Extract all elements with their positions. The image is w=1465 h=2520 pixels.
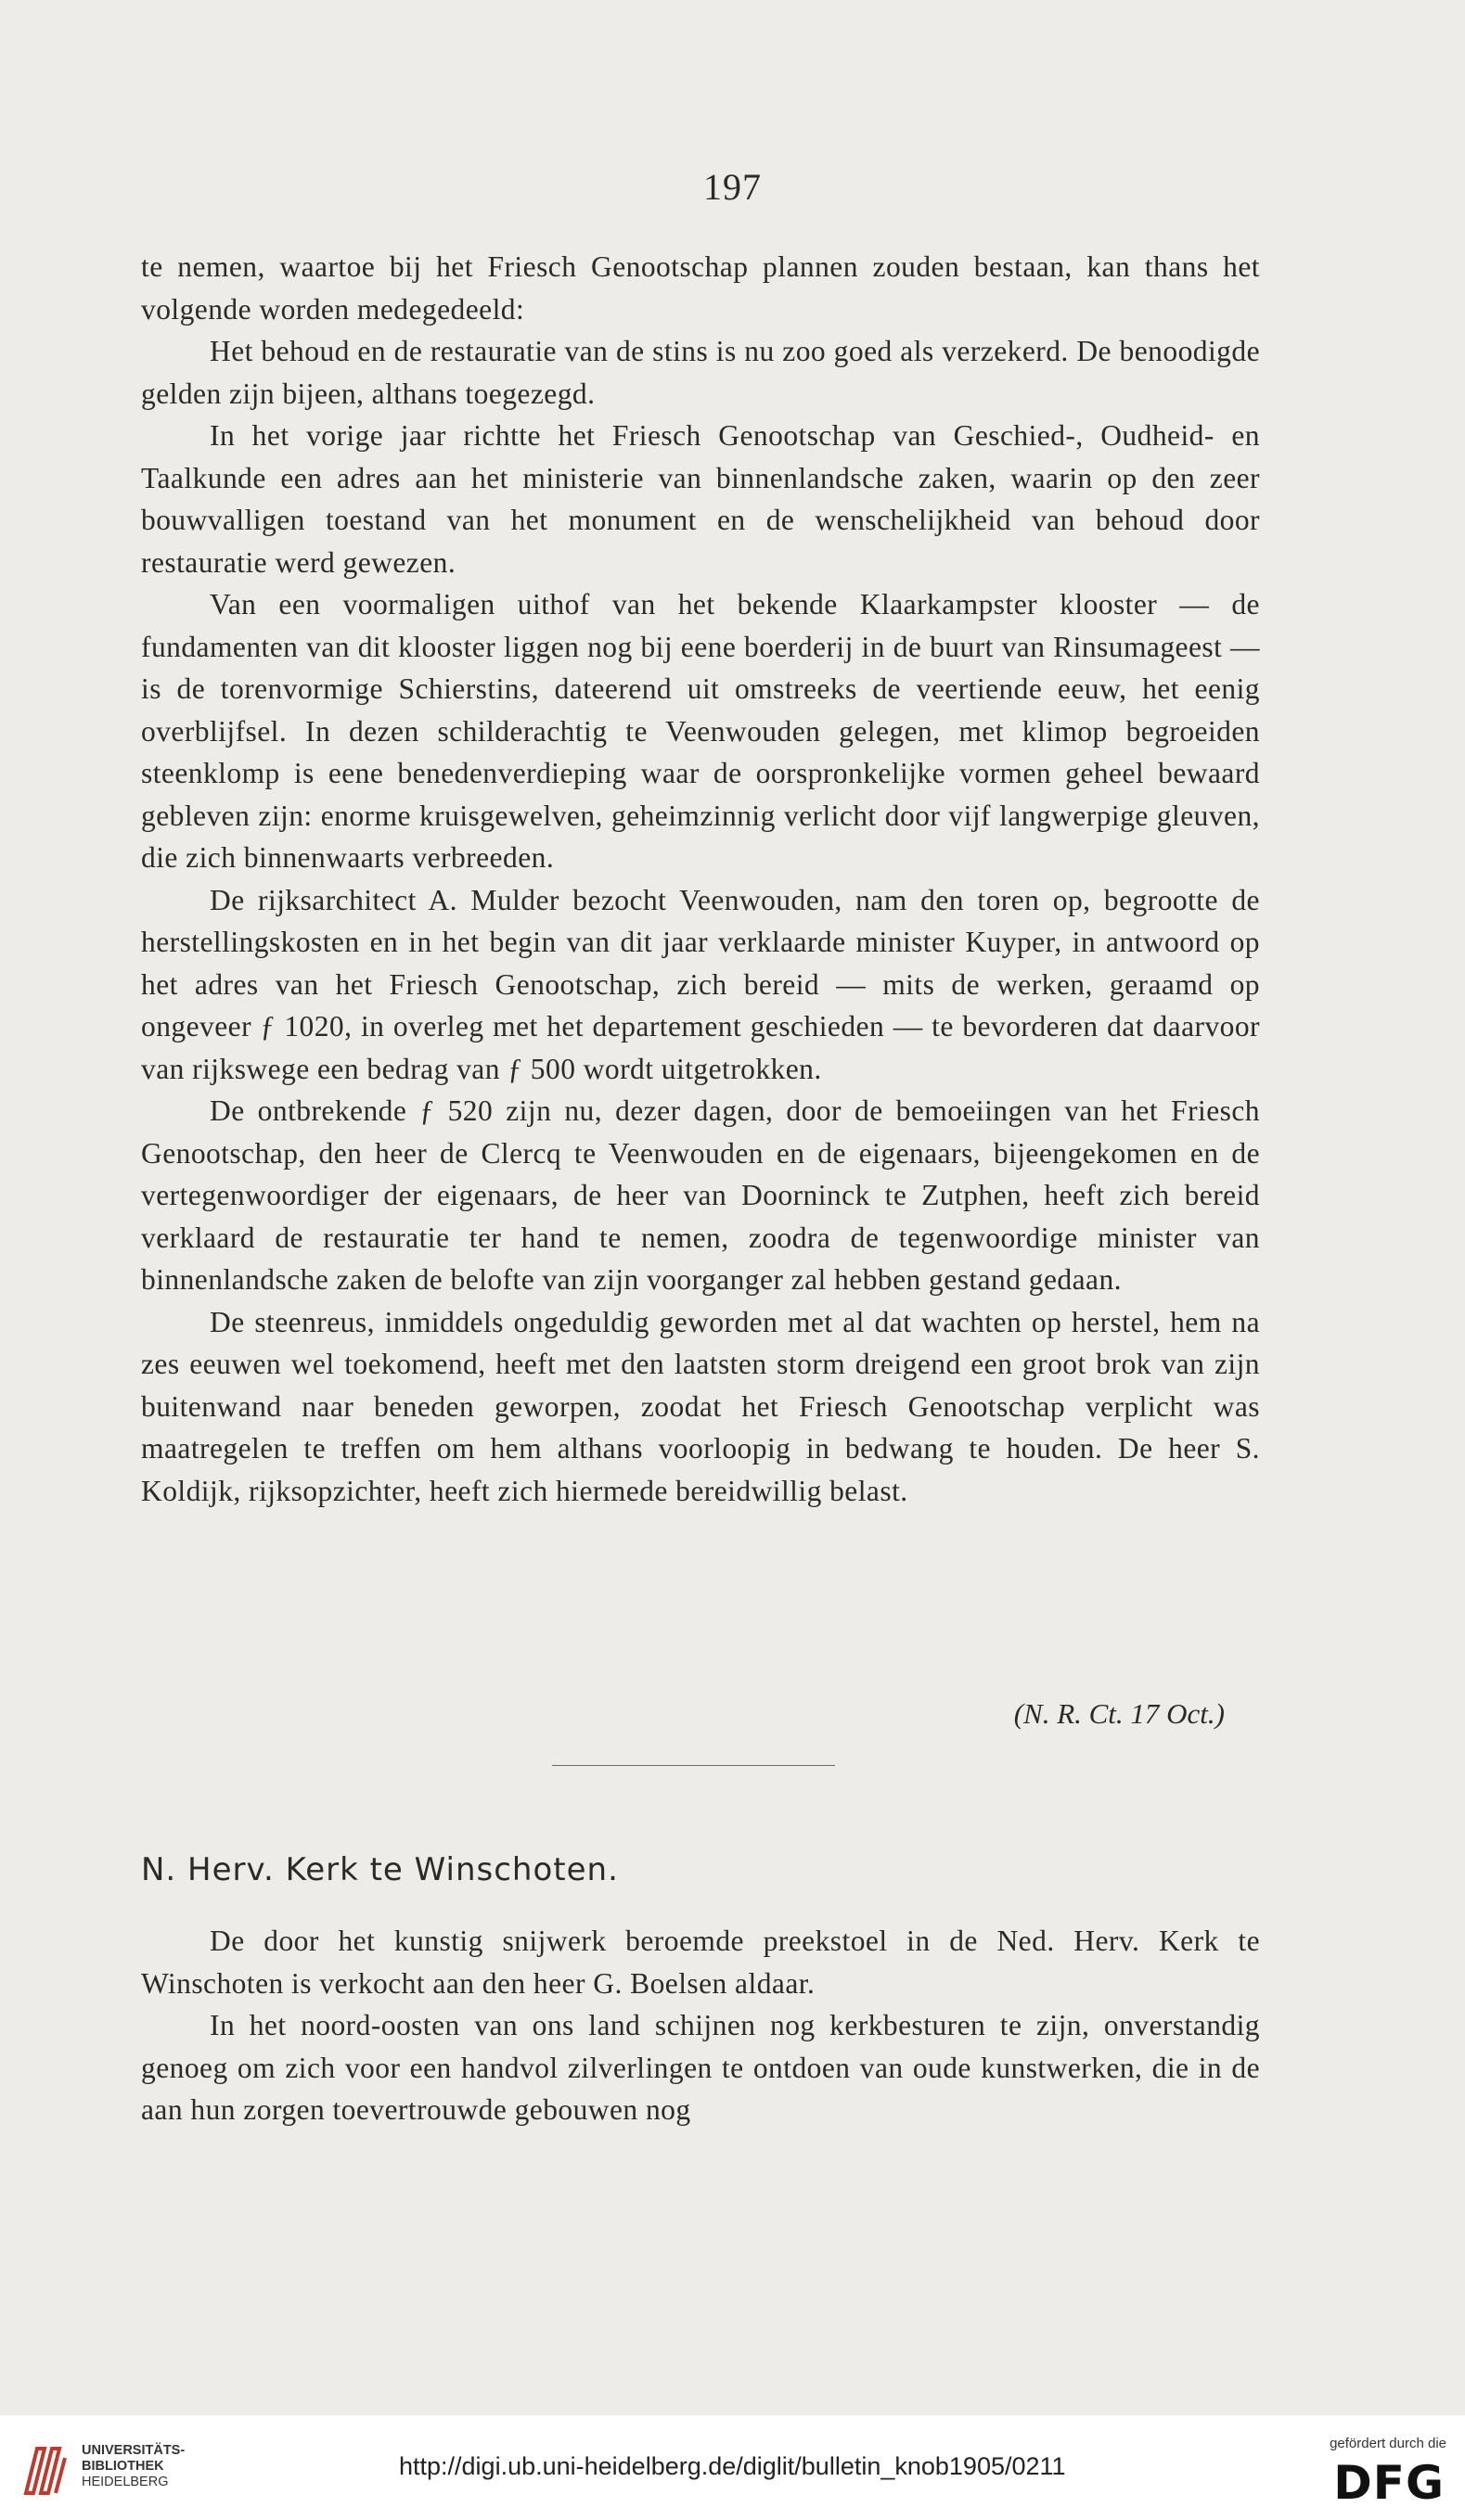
library-name-line: UNIVERSITÄTS-	[82, 2443, 186, 2458]
footer-bar	[0, 2415, 1465, 2520]
library-logo-icon	[19, 2441, 72, 2499]
sponsor-label: gefördert durch die	[1330, 2436, 1446, 2451]
paragraph: De rijksarchitect A. Mulder bezocht Veenwouden, nam den toren op, begrootte de herstellingskosten en in het begin van dit jaar verklaarde minister Kuyper, in antwoord op het adres van het Friesch Genootschap, zich bereid — mits de werken, geraamd op ongeveer ƒ 1020, in overleg met het departement geschieden — te bevorderen dat daarvoor van rijkswege een bedrag van ƒ 500 wordt uitgetrokken.	[141, 883, 1260, 1085]
paragraph: In het noord-oosten van ons land schijnen nog kerkbesturen te zijn, onverstandig genoeg om zich voor een handvol zilverlingen te ontdoen van oude kunstwerken, die in de aan hun zorgen toevertrouwde gebouwen nog	[141, 2009, 1260, 2126]
library-name	[82, 2443, 185, 2490]
section-divider	[552, 1765, 835, 1766]
dfg-logo: DFG	[1333, 2456, 1445, 2510]
paragraph: De door het kunstig snijwerk beroemde preekstoel in de Ned. Herv. Kerk te Winschoten is verkocht aan den heer G. Boelsen aldaar.	[141, 1925, 1260, 2000]
paragraph: Van een voormaligen uithof van het bekende Klaarkampster klooster — de fundamenten van dit klooster liggen nog bij eene boerderij in de buurt van Rinsumageest — is de torenvormige Schierstins, dateerend uit omstreeks de veertiende eeuw, het eenig overblijfsel. In dezen schilderachtig te Veenwouden gelegen, met klimop begroeiden steenklomp is eene benedenverdieping waar de oorspronkelijke vormen geheel bewaard gebleven zijn: enorme kruisgewelven, geheimzinnig verlicht door vijf langwerpige gleuven, die zich binnenwaarts verbreeden.	[141, 588, 1260, 874]
library-name-line: HEIDELBERG	[82, 2475, 169, 2489]
article-body-bottom	[141, 1920, 1260, 2131]
article-body-top	[141, 246, 1260, 1512]
section-heading: N. Herv. Kerk te Winschoten.	[141, 1851, 619, 1888]
paragraph: De steenreus, inmiddels ongeduldig geworden met al dat wachten op herstel, hem na zes eeuwen wel toekomend, heeft met den laatsten storm dreigend een groot brok van zijn buitenwand naar beneden geworpen, zoodat het Friesch Genootschap verplicht was maatregelen te treffen om hem althans voorloopig in bedwang te houden. De heer S. Koldijk, rijksopzichter, heeft zich hiermede bereidwillig belast.	[141, 1305, 1260, 1507]
library-name-line: BIBLIOTHEK	[82, 2459, 164, 2474]
citation: (N. R. Ct. 17 Oct.)	[1013, 1697, 1225, 1730]
paragraph: In het vorige jaar richtte het Friesch Genootschap van Geschied-, Oudheid- en Taalkunde een adres aan het ministerie van binnenlandsche zaken, waarin op den zeer bouwvalligen toestand van het monument en de wenschelijkheid van behoud door restauratie werd gewezen.	[141, 419, 1260, 579]
page-number: 197	[703, 166, 762, 208]
paragraph: Het behoud en de restauratie van de stins is nu zoo goed als verzekerd. De benoodigde gelden zijn bijeen, althans toegezegd.	[141, 335, 1260, 410]
paragraph: De ontbrekende ƒ 520 zijn nu, dezer dagen, door de bemoeiingen van het Friesch Genootschap, den heer de Clercq te Veenwouden en de eigenaars, bijeengekomen en de vertegenwoordiger der eigenaars, de heer van Doorninck te Zutphen, heeft zich bereid verklaard de restauratie ter hand te nemen, zoodra de tegenwoordige minister van binnenlandsche zaken de belofte van zijn voorganger zal hebben gestand gedaan.	[141, 1094, 1260, 1296]
permalink-url[interactable]: http://digi.ub.uni-heidelberg.de/diglit/bulletin_knob1905/0211	[399, 2452, 1066, 2480]
paragraph: te nemen, waartoe bij het Friesch Genootschap plannen zouden bestaan, kan thans het volgende worden medegedeeld:	[141, 250, 1260, 326]
